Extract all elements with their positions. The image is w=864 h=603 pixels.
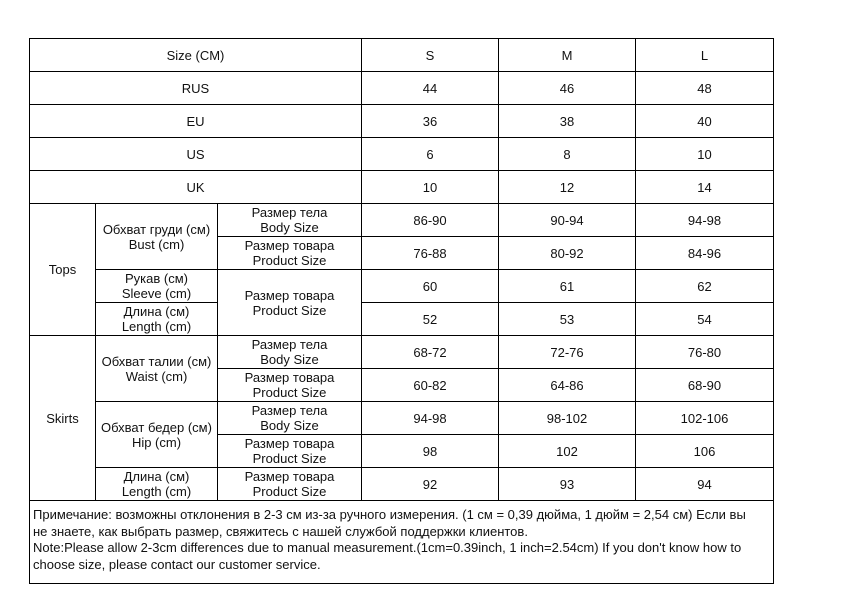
table-cell: 46 [499, 72, 636, 105]
category-tops: Tops [30, 204, 96, 336]
size-type-en: Product Size [252, 253, 327, 268]
size-type-en: Body Size [260, 352, 319, 367]
table-cell: 8 [499, 138, 636, 171]
table-cell: 98-102 [499, 402, 636, 435]
size-type-product [218, 435, 362, 468]
table-cell: 102 [499, 435, 636, 468]
table-cell: 10 [362, 171, 499, 204]
note-row [30, 501, 774, 584]
size-header-m: M [499, 39, 636, 72]
region-label: EU [30, 105, 362, 138]
table-cell: 61 [499, 270, 636, 303]
measure-name-en: Sleeve (cm) [121, 286, 192, 301]
measure-hip [96, 402, 218, 468]
table-cell: 90-94 [499, 204, 636, 237]
table-row [30, 336, 774, 369]
measure-name-ru: Обхват бедер (см) [101, 419, 212, 435]
table-cell: 94-98 [362, 402, 499, 435]
size-type-ru: Размер тела [251, 205, 328, 220]
measure-name-en: Waist (cm) [125, 368, 188, 384]
table-cell: 86-90 [362, 204, 499, 237]
table-cell: 68-90 [636, 369, 774, 402]
measure-sleeve [96, 270, 218, 303]
size-type-en: Product Size [252, 385, 327, 400]
measure-name-en: Hip (cm) [131, 434, 182, 450]
measure-length [96, 468, 218, 501]
size-type-ru: Размер товара [244, 287, 335, 303]
table-row [30, 138, 774, 171]
size-type-ru: Размер товара [244, 469, 335, 484]
table-row [30, 270, 774, 303]
table-cell: 93 [499, 468, 636, 501]
table-cell: 64-86 [499, 369, 636, 402]
table-row [30, 105, 774, 138]
table-cell: 68-72 [362, 336, 499, 369]
table-cell: 72-76 [499, 336, 636, 369]
table-cell: 12 [499, 171, 636, 204]
table-cell: 62 [636, 270, 774, 303]
size-header-label: Size (CM) [30, 39, 362, 72]
measure-name-ru: Длина (см) [123, 304, 190, 319]
table-cell: 106 [636, 435, 774, 468]
table-cell: 10 [636, 138, 774, 171]
size-type-ru: Размер товара [244, 370, 335, 385]
table-cell: 54 [636, 303, 774, 336]
note-ru-line-1: Примечание: возможны отклонения в 2-3 см из-за ручного измерения. (1 см = 0,39 дюйма, 1 дюйм = 2,54 см) Если вы [33, 507, 746, 522]
table-cell: 80-92 [499, 237, 636, 270]
size-type-ru: Размер товара [244, 436, 335, 451]
size-chart-table [29, 38, 774, 584]
table-cell: 38 [499, 105, 636, 138]
measure-name-ru: Обхват груди (см) [102, 221, 211, 237]
size-header-s: S [362, 39, 499, 72]
size-type-body [218, 204, 362, 237]
table-cell: 92 [362, 468, 499, 501]
table-cell: 102-106 [636, 402, 774, 435]
size-type-ru: Размер товара [244, 238, 335, 253]
measure-bust [96, 204, 218, 270]
table-row [30, 402, 774, 435]
measure-name-en: Length (cm) [121, 319, 192, 334]
measure-name-ru: Длина (см) [123, 469, 190, 484]
table-cell: 36 [362, 105, 499, 138]
size-type-product [218, 468, 362, 501]
size-type-ru: Размер тела [251, 403, 328, 418]
region-label: UK [30, 171, 362, 204]
table-cell: 40 [636, 105, 774, 138]
measure-name-en: Length (cm) [121, 484, 192, 499]
measure-name-ru: Обхват талии (см) [101, 353, 212, 369]
table-cell: 94 [636, 468, 774, 501]
table-cell: 76-80 [636, 336, 774, 369]
measure-name-en: Bust (cm) [128, 236, 185, 252]
table-row [30, 468, 774, 501]
size-header-l: L [636, 39, 774, 72]
table-cell: 52 [362, 303, 499, 336]
note-ru-line-2: не знаете, как выбрать размер, свяжитесь с нашей службой поддержки клиентов. [33, 523, 528, 539]
region-label: US [30, 138, 362, 171]
table-cell: 6 [362, 138, 499, 171]
table-cell: 98 [362, 435, 499, 468]
table-cell: 53 [499, 303, 636, 336]
region-label: RUS [30, 72, 362, 105]
measure-waist [96, 336, 218, 402]
table-cell: 76-88 [362, 237, 499, 270]
table-cell: 14 [636, 171, 774, 204]
table-cell: 94-98 [636, 204, 774, 237]
table-row [30, 72, 774, 105]
size-type-body [218, 402, 362, 435]
size-type-en: Product Size [252, 451, 327, 466]
table-cell: 60-82 [362, 369, 499, 402]
note-en-line-2: choose size, please contact our customer service. [33, 556, 321, 572]
note-en-line-1: Note:Please allow 2-3cm differences due to manual measurement.(1cm=0.39inch, 1 inch=2.54cm) If you don't know how to [33, 540, 742, 555]
size-type-en: Body Size [260, 418, 319, 433]
size-type-en: Body Size [260, 220, 319, 235]
table-row [30, 204, 774, 237]
size-type-product [218, 369, 362, 402]
table-cell: 60 [362, 270, 499, 303]
size-type-product [218, 237, 362, 270]
header-row [30, 39, 774, 72]
size-type-body [218, 336, 362, 369]
size-type-product [218, 270, 362, 336]
table-cell: 84-96 [636, 237, 774, 270]
table-row [30, 303, 774, 336]
table-cell: 48 [636, 72, 774, 105]
note-cell [30, 501, 774, 584]
category-skirts: Skirts [30, 336, 96, 501]
measure-name-ru: Рукав (см) [125, 271, 188, 286]
table-row [30, 171, 774, 204]
measure-length [96, 303, 218, 336]
size-type-ru: Размер тела [251, 337, 328, 352]
size-type-en: Product Size [252, 484, 327, 499]
table-cell: 44 [362, 72, 499, 105]
size-type-en: Product Size [252, 302, 327, 318]
